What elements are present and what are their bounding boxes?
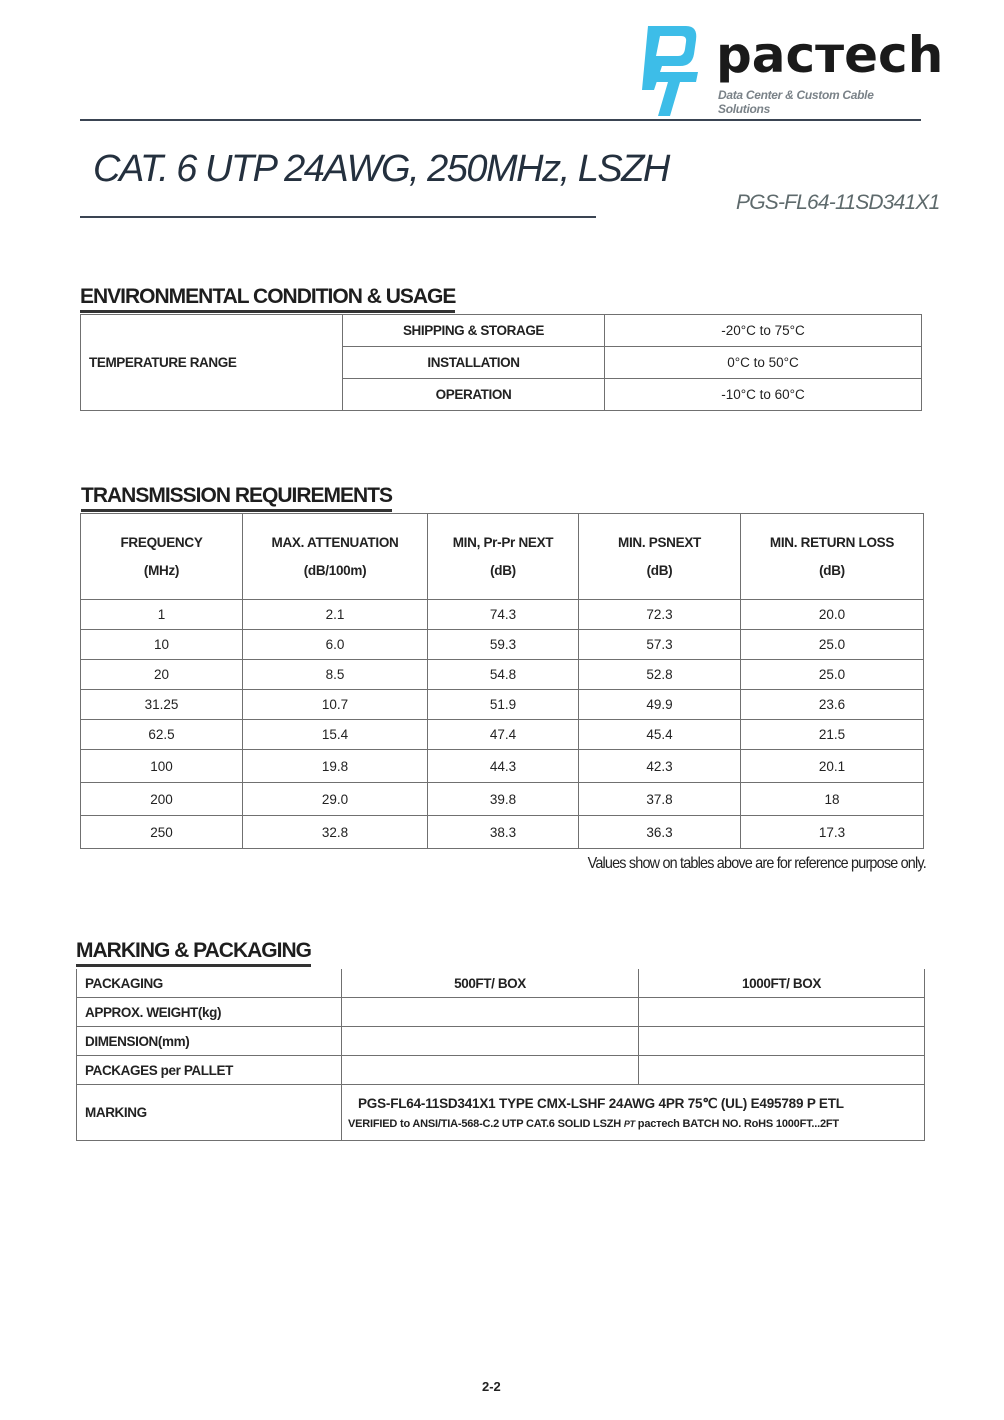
condition-cell: INSTALLATION xyxy=(343,347,605,379)
next-cell: 59.3 xyxy=(428,630,579,660)
table-row xyxy=(81,720,924,750)
marking-text xyxy=(342,1085,925,1141)
table-row xyxy=(81,816,924,849)
psnext-cell: 36.3 xyxy=(579,816,741,849)
packaging-label: PACKAGING xyxy=(77,969,342,998)
column-header: MIN. PSNEXT (dB) xyxy=(579,514,741,600)
frequency-cell: 100 xyxy=(81,750,243,783)
frequency-cell: 20 xyxy=(81,660,243,690)
part-number: PGS-FL64-11SD341X1 xyxy=(736,191,940,214)
next-cell: 74.3 xyxy=(428,600,579,630)
return-loss-cell: 20.1 xyxy=(741,750,924,783)
attenuation-cell: 8.5 xyxy=(243,660,428,690)
psnext-cell: 72.3 xyxy=(579,600,741,630)
range-cell: -20°C to 75°C xyxy=(605,315,922,347)
attenuation-cell: 2.1 xyxy=(243,600,428,630)
frequency-cell: 10 xyxy=(81,630,243,660)
return-loss-cell: 21.5 xyxy=(741,720,924,750)
psnext-cell: 49.9 xyxy=(579,690,741,720)
psnext-cell: 42.3 xyxy=(579,750,741,783)
value-cell xyxy=(639,1027,925,1056)
return-loss-cell: 25.0 xyxy=(741,660,924,690)
transmission-table xyxy=(80,513,924,849)
attenuation-cell: 10.7 xyxy=(243,690,428,720)
psnext-cell: 37.8 xyxy=(579,783,741,816)
company-logo xyxy=(640,24,944,119)
return-loss-cell: 20.0 xyxy=(741,600,924,630)
frequency-cell: 31.25 xyxy=(81,690,243,720)
frequency-cell: 1 xyxy=(81,600,243,630)
row-label: APPROX. WEIGHT(kg) xyxy=(77,998,342,1027)
page-number: 2-2 xyxy=(482,1379,501,1394)
value-cell xyxy=(342,998,639,1027)
pt-logo-mark-icon xyxy=(640,24,700,116)
table-row xyxy=(81,690,924,720)
row-label: DIMENSION(mm) xyxy=(77,1027,342,1056)
range-cell: -10°C to 60°C xyxy=(605,379,922,411)
environmental-table xyxy=(80,314,922,411)
table-row xyxy=(77,1027,925,1056)
value-cell xyxy=(342,1056,639,1085)
column-header: MAX. ATTENUATION (dB/100m) xyxy=(243,514,428,600)
frequency-cell: 250 xyxy=(81,816,243,849)
psnext-cell: 52.8 xyxy=(579,660,741,690)
return-loss-cell: 18 xyxy=(741,783,924,816)
column-header: FREQUENCY (MHz) xyxy=(81,514,243,600)
table-row xyxy=(77,998,925,1027)
section-title-packaging: MARKING & PACKAGING xyxy=(76,938,311,967)
return-loss-cell: 17.3 xyxy=(741,816,924,849)
marking-label: MARKING xyxy=(77,1085,342,1141)
header-divider xyxy=(80,119,921,121)
reference-note: Values show on tables above are for reference purpose only. xyxy=(587,855,926,872)
next-cell: 47.4 xyxy=(428,720,579,750)
value-cell xyxy=(342,1027,639,1056)
temperature-range-label: TEMPERATURE RANGE xyxy=(81,315,343,411)
psnext-cell: 57.3 xyxy=(579,630,741,660)
condition-cell: SHIPPING & STORAGE xyxy=(343,315,605,347)
attenuation-cell: 29.0 xyxy=(243,783,428,816)
table-row xyxy=(81,600,924,630)
table-header-row xyxy=(81,514,924,600)
table-row xyxy=(81,783,924,816)
section-title-transmission: TRANSMISSION REQUIREMENTS xyxy=(81,483,392,512)
table-row xyxy=(81,750,924,783)
column-header: MIN. RETURN LOSS (dB) xyxy=(741,514,924,600)
document-title: CAT. 6 UTP 24AWG, 250MHz, LSZH xyxy=(93,148,669,190)
section-title-environmental: ENVIRONMENTAL CONDITION & USAGE xyxy=(80,284,455,313)
table-row xyxy=(81,660,924,690)
condition-cell: OPERATION xyxy=(343,379,605,411)
marking-line-2: VERIFIED to ANSI/TIA-568-C.2 UTP CAT.6 SOLID LSZH PT pacтech BATCH NO. RoHS 1000FT...2FT xyxy=(348,1117,839,1130)
frequency-cell: 62.5 xyxy=(81,720,243,750)
next-cell: 38.3 xyxy=(428,816,579,849)
attenuation-cell: 32.8 xyxy=(243,816,428,849)
next-cell: 54.8 xyxy=(428,660,579,690)
title-underline xyxy=(80,216,596,218)
next-cell: 51.9 xyxy=(428,690,579,720)
table-row xyxy=(77,1056,925,1085)
frequency-cell: 200 xyxy=(81,783,243,816)
table-row xyxy=(81,630,924,660)
next-cell: 39.8 xyxy=(428,783,579,816)
value-cell xyxy=(639,1056,925,1085)
column-header-1000ft: 1000FT/ BOX xyxy=(639,969,925,998)
range-cell: 0°C to 50°C xyxy=(605,347,922,379)
column-header-500ft: 500FT/ BOX xyxy=(342,969,639,998)
table-header-row xyxy=(77,969,925,998)
return-loss-cell: 23.6 xyxy=(741,690,924,720)
row-label: PACKAGES per PALLET xyxy=(77,1056,342,1085)
marking-line-1: PGS-FL64-11SD341X1 TYPE CMX-LSHF 24AWG 4PR 75℃ (UL) E495789 P ETL xyxy=(358,1095,844,1111)
column-header: MIN, Pr-Pr NEXT (dB) xyxy=(428,514,579,600)
attenuation-cell: 6.0 xyxy=(243,630,428,660)
packaging-table xyxy=(76,969,925,1141)
next-cell: 44.3 xyxy=(428,750,579,783)
psnext-cell: 45.4 xyxy=(579,720,741,750)
pt-logo-small-icon: PT xyxy=(623,1118,635,1129)
logo-tagline: Data Center & Custom Cable Solutions xyxy=(718,88,874,116)
logo-wordmark: pacтech xyxy=(716,26,944,84)
value-cell xyxy=(639,998,925,1027)
marking-row xyxy=(77,1085,925,1141)
attenuation-cell: 19.8 xyxy=(243,750,428,783)
table-row xyxy=(81,315,922,347)
attenuation-cell: 15.4 xyxy=(243,720,428,750)
return-loss-cell: 25.0 xyxy=(741,630,924,660)
